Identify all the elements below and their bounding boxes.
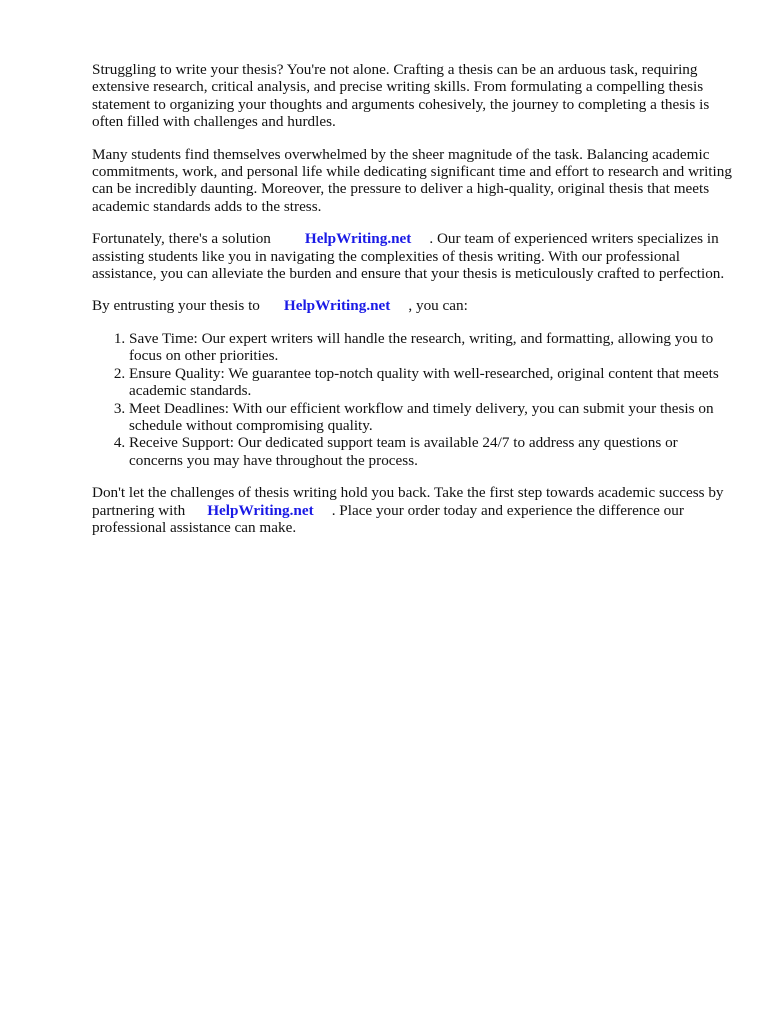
entrust-text-before: By entrusting your thesis to (92, 297, 260, 315)
document-page (92, 61, 732, 551)
benefits-list (92, 330, 732, 469)
solution-text-after: . Our team of experienced writers specializes in assisting students like you in navigating the complexities of thesis writing. With our professional assistance, you can alleviate the burden and ensure that your thesis is meticulously crafted to perfection. (92, 230, 725, 283)
solution-text-before: Fortunately, there's a solution (92, 230, 271, 248)
entrust-paragraph (92, 297, 732, 314)
closing-paragraph (92, 484, 732, 536)
list-item: 3. Meet Deadlines: With our efficient workflow and timely delivery, you can submit your thesis on schedule without compromising quality. (129, 400, 732, 435)
helpwriting-link-1[interactable]: HelpWriting.net (304, 230, 412, 248)
list-item: 2. Ensure Quality: We guarantee top-notch quality with well-researched, original content that meets academic standards. (129, 365, 732, 400)
closing-text-after: . Place your order today and experience the difference our professional assistance can make. (92, 501, 684, 536)
solution-paragraph (92, 230, 732, 282)
entrust-text-after: , you can: (408, 297, 468, 315)
closing-text-before: Don't let the challenges of thesis writing hold you back. Take the first step towards academic success by partnering with (92, 484, 724, 519)
list-item: 1. Save Time: Our expert writers will handle the research, writing, and formatting, allowing you to focus on other priorities. (129, 330, 732, 365)
helpwriting-link-3[interactable]: HelpWriting.net (207, 501, 314, 519)
helpwriting-link-2[interactable]: HelpWriting.net (283, 297, 391, 315)
intro-paragraph: Struggling to write your thesis? You're not alone. Crafting a thesis can be an arduous task, requiring extensive research, critical analysis, and precise writing skills. From formulating a compelling thesis statement to organizing your thoughts and arguments cohesively, the journey to completing a thesis is often filled with challenges and hurdles. (92, 61, 710, 131)
list-item: 4. Receive Support: Our dedicated support team is available 24/7 to address any questions or concerns you may have throughout the process. (129, 434, 732, 469)
overwhelm-paragraph: Many students find themselves overwhelmed by the sheer magnitude of the task. Balancing academic commitments, work, and personal life while dedicating significant time and effort to research and writing can be incredibly daunting. Moreover, the pressure to deliver a high-quality, original thesis that meets academic standards adds to the stress. (92, 145, 732, 215)
